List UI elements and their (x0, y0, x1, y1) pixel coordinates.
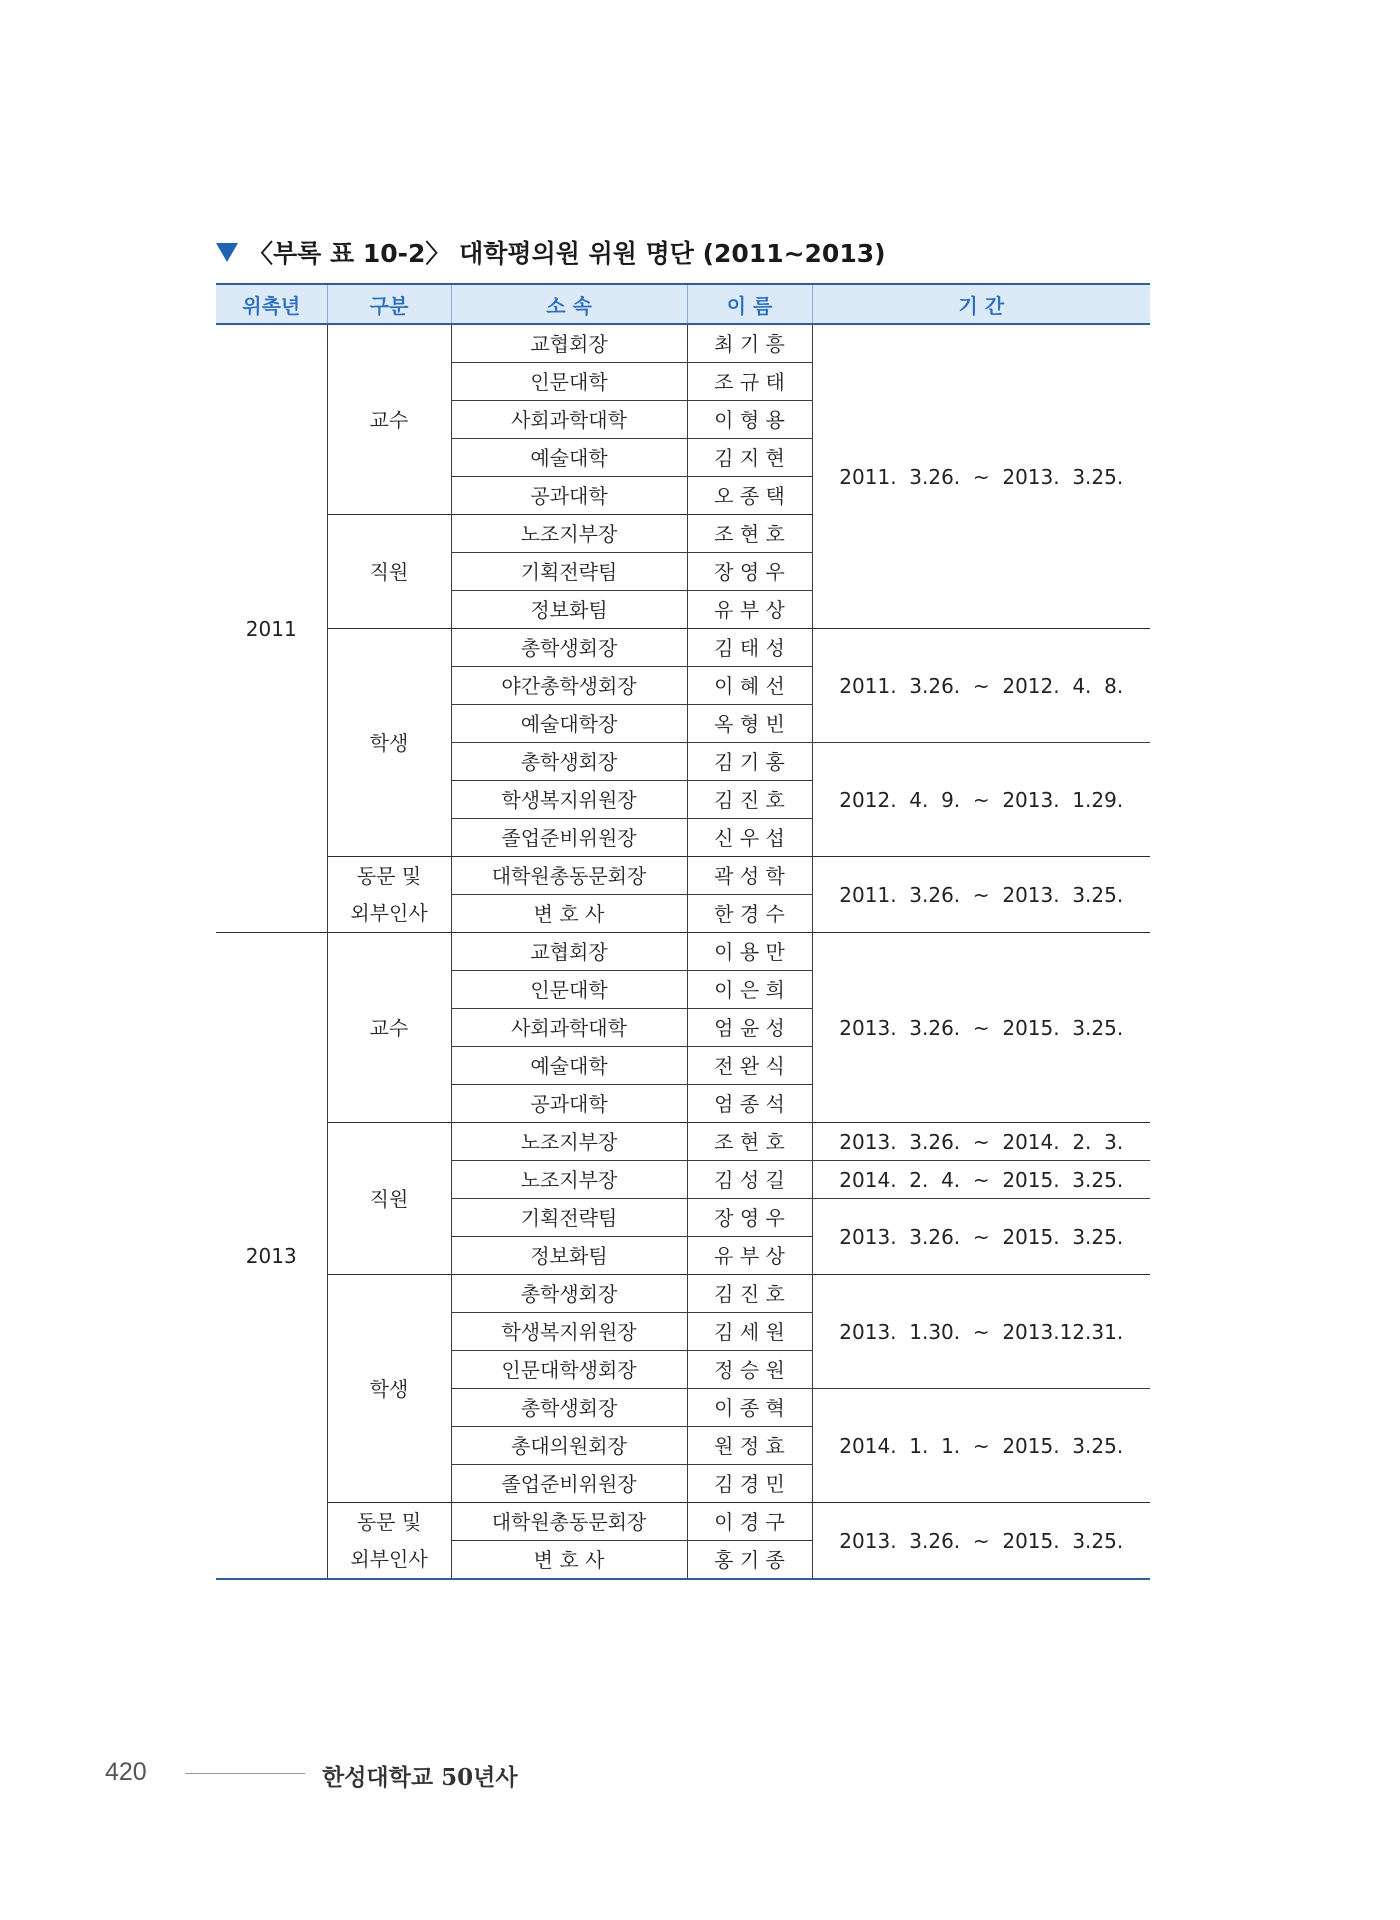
name-cell: 장 영 우 (687, 553, 812, 591)
affiliation-cell: 사회과학대학 (451, 1009, 687, 1047)
affiliation-cell: 총학생회장 (451, 629, 687, 667)
affiliation-cell: 노조지부장 (451, 1161, 687, 1199)
period-cell: 2011. 3.26. ~ 2013. 3.25. (812, 857, 1150, 933)
header-name: 이 름 (687, 284, 812, 324)
table-body (216, 324, 1150, 1579)
category-cell: 학생 (327, 1275, 451, 1503)
name-cell: 조 현 호 (687, 515, 812, 553)
name-cell: 김 세 원 (687, 1313, 812, 1351)
affiliation-cell: 예술대학 (451, 439, 687, 477)
affiliation-cell: 졸업준비위원장 (451, 819, 687, 857)
affiliation-cell: 교협회장 (451, 324, 687, 363)
name-cell: 신 우 섭 (687, 819, 812, 857)
category-cell: 학생 (327, 629, 451, 857)
period-cell: 2013. 1.30. ~ 2013.12.31. (812, 1275, 1150, 1389)
period-cell: 2014. 2. 4. ~ 2015. 3.25. (812, 1161, 1150, 1199)
category-cell: 동문 및 외부인사 (327, 1503, 451, 1580)
name-cell: 이 은 희 (687, 971, 812, 1009)
name-cell: 전 완 식 (687, 1047, 812, 1085)
header-category: 구분 (327, 284, 451, 324)
name-cell: 김 경 민 (687, 1465, 812, 1503)
affiliation-cell: 대학원총동문회장 (451, 857, 687, 895)
committee-table (216, 283, 1150, 1580)
name-cell: 정 승 원 (687, 1351, 812, 1389)
year-cell: 2011 (216, 324, 327, 933)
affiliation-cell: 대학원총동문회장 (451, 1503, 687, 1541)
name-cell: 엄 종 석 (687, 1085, 812, 1123)
name-cell: 원 정 효 (687, 1427, 812, 1465)
name-cell: 김 태 성 (687, 629, 812, 667)
affiliation-cell: 학생복지위원장 (451, 1313, 687, 1351)
category-cell: 교수 (327, 933, 451, 1123)
footer-divider (185, 1773, 305, 1774)
name-cell: 곽 성 학 (687, 857, 812, 895)
affiliation-cell: 변 호 사 (451, 1541, 687, 1580)
period-cell: 2011. 3.26. ~ 2012. 4. 8. (812, 629, 1150, 743)
affiliation-cell: 총학생회장 (451, 1389, 687, 1427)
category-cell: 직원 (327, 1123, 451, 1275)
table-row (216, 1275, 1150, 1313)
name-cell: 홍 기 종 (687, 1541, 812, 1580)
header-year: 위촉년 (216, 284, 327, 324)
period-cell: 2014. 1. 1. ~ 2015. 3.25. (812, 1389, 1150, 1503)
table-row (216, 857, 1150, 895)
name-cell: 옥 형 빈 (687, 705, 812, 743)
name-cell: 오 종 택 (687, 477, 812, 515)
category-cell: 교수 (327, 324, 451, 515)
affiliation-cell: 인문대학생회장 (451, 1351, 687, 1389)
header-affiliation: 소 속 (451, 284, 687, 324)
page-number: 420 (105, 1758, 147, 1786)
table-title-text: 〈부록 표 10-2〉 대학평의원 위원 명단 (2011~2013) (248, 239, 886, 268)
affiliation-cell: 기획전략팀 (451, 553, 687, 591)
book-title: 한성대학교 50년사 (322, 1764, 518, 1791)
name-cell: 한 경 수 (687, 895, 812, 933)
name-cell: 김 진 호 (687, 781, 812, 819)
name-cell: 이 종 혁 (687, 1389, 812, 1427)
affiliation-cell: 사회과학대학 (451, 401, 687, 439)
table-title (216, 234, 886, 270)
period-cell: 2013. 3.26. ~ 2015. 3.25. (812, 1199, 1150, 1275)
header-period: 기 간 (812, 284, 1150, 324)
table-row (216, 324, 1150, 363)
name-cell: 조 현 호 (687, 1123, 812, 1161)
period-cell: 2011. 3.26. ~ 2013. 3.25. (812, 324, 1150, 629)
category-cell: 직원 (327, 515, 451, 629)
affiliation-cell: 노조지부장 (451, 1123, 687, 1161)
affiliation-cell: 총학생회장 (451, 1275, 687, 1313)
name-cell: 장 영 우 (687, 1199, 812, 1237)
affiliation-cell: 예술대학장 (451, 705, 687, 743)
name-cell: 이 경 구 (687, 1503, 812, 1541)
name-cell: 유 부 상 (687, 591, 812, 629)
name-cell: 최 기 흥 (687, 324, 812, 363)
period-cell: 2013. 3.26. ~ 2015. 3.25. (812, 1503, 1150, 1580)
affiliation-cell: 기획전략팀 (451, 1199, 687, 1237)
name-cell: 김 성 길 (687, 1161, 812, 1199)
affiliation-cell: 인문대학 (451, 971, 687, 1009)
affiliation-cell: 총학생회장 (451, 743, 687, 781)
affiliation-cell: 졸업준비위원장 (451, 1465, 687, 1503)
name-cell: 조 규 태 (687, 363, 812, 401)
affiliation-cell: 총대의원회장 (451, 1427, 687, 1465)
affiliation-cell: 인문대학 (451, 363, 687, 401)
period-cell: 2013. 3.26. ~ 2015. 3.25. (812, 933, 1150, 1123)
period-cell: 2012. 4. 9. ~ 2013. 1.29. (812, 743, 1150, 857)
name-cell: 이 용 만 (687, 933, 812, 971)
affiliation-cell: 공과대학 (451, 1085, 687, 1123)
name-cell: 엄 윤 성 (687, 1009, 812, 1047)
affiliation-cell: 교협회장 (451, 933, 687, 971)
year-cell: 2013 (216, 933, 327, 1580)
affiliation-cell: 정보화팀 (451, 591, 687, 629)
triangle-icon (216, 243, 238, 262)
affiliation-cell: 야간총학생회장 (451, 667, 687, 705)
table-row (216, 629, 1150, 667)
table-row (216, 1123, 1150, 1161)
name-cell: 김 지 현 (687, 439, 812, 477)
affiliation-cell: 학생복지위원장 (451, 781, 687, 819)
table-row (216, 933, 1150, 971)
category-cell: 동문 및 외부인사 (327, 857, 451, 933)
affiliation-cell: 노조지부장 (451, 515, 687, 553)
affiliation-cell: 변 호 사 (451, 895, 687, 933)
name-cell: 김 진 호 (687, 1275, 812, 1313)
affiliation-cell: 공과대학 (451, 477, 687, 515)
period-cell: 2013. 3.26. ~ 2014. 2. 3. (812, 1123, 1150, 1161)
affiliation-cell: 정보화팀 (451, 1237, 687, 1275)
name-cell: 김 기 홍 (687, 743, 812, 781)
name-cell: 유 부 상 (687, 1237, 812, 1275)
table-row (216, 1503, 1150, 1541)
affiliation-cell: 예술대학 (451, 1047, 687, 1085)
table-header-row (216, 284, 1150, 324)
name-cell: 이 혜 선 (687, 667, 812, 705)
name-cell: 이 형 용 (687, 401, 812, 439)
